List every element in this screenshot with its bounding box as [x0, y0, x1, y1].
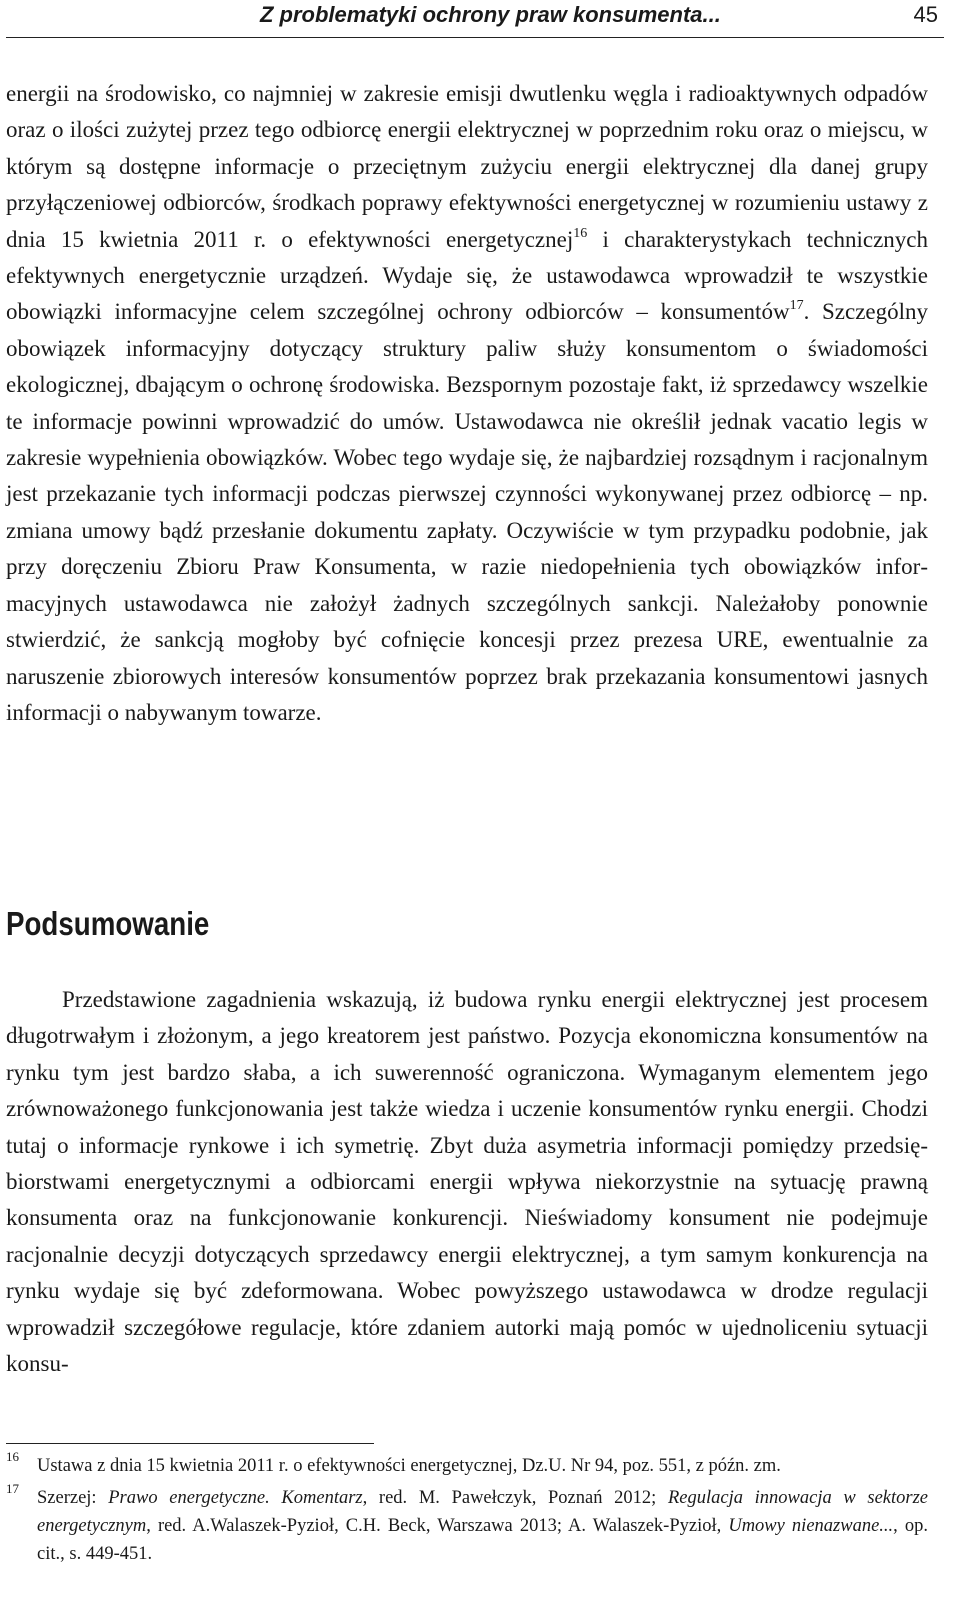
footnote-text-part: Szerzej:: [37, 1488, 109, 1508]
cited-title: Prawo energetyczne. Komentarz: [108, 1488, 363, 1508]
footnote-text-part: , red. A.Walaszek-Pyzioł, C.H. Beck, Warszawa 2013; A. Walaszek-Pyzioł,: [146, 1516, 729, 1536]
footnote-separator: [6, 1443, 374, 1444]
footnote: [6, 1481, 929, 1568]
footnote-text: [37, 1484, 928, 1568]
footnote-reference[interactable]: 17: [789, 298, 804, 314]
cited-title: Umowy nienazwane...: [728, 1516, 894, 1536]
footnote-reference[interactable]: 16: [573, 225, 588, 241]
footnote-text-part: , red. M. Pawełczyk, Poznań 2012;: [362, 1488, 668, 1508]
running-header: [6, 0, 944, 38]
paragraph-text: . Szczególny obowiązek informacyjny dotyczący struktury paliw służy konsumentom o świadomości ekologicznej, dbającym o ochronę środowiska. Bezspornym pozostaje fakt, iż sprzedawcy wszelkie te informacje powinni wprowadzić do umów. Ustawodawca nie określił jednak vacatio legis w zakresie wypełnienia obowiązków. Wobec tego wydaje się, że najbardziej rozsądnym i racjonalnym jest przekazanie tych informacji podczas pierwszej czynności wykonywanej przez odbiorcę – np. zmiana umowy bądź przesłanie dokumentu zapłaty. Oczywiście w tym przypadku podobnie, jak przy doręczeniu Zbioru Praw Konsumenta, w razie niedopełnienia tych obowiązków informacyjnych ustawodawca nie założył żadnych szczególnych sankcji. Należałoby ponownie stwierdzić, że sankcją mogłoby być cofnięcie koncesji przez prezesa URE, ewentualnie za naruszenie zbiorowych interesów konsumentów poprzez brak przekazania konsumentowi jasnych informacji o nabywanym towarze.: [6, 299, 928, 725]
footnote-text-part: Ustawa z dnia 15 kwietnia 2011 r. o efektywności energetycznej, Dz.U. Nr 94, poz. 551, z późn. zm.: [37, 1456, 781, 1476]
footnote-text: [37, 1452, 928, 1480]
footnote-number: 16: [6, 1449, 19, 1464]
section-heading: Podsumowanie: [6, 905, 210, 942]
footnote-text-part: , op. cit., s. 449-451.: [37, 1516, 928, 1564]
body-paragraph: [6, 76, 928, 731]
paragraph-text: energii na środowisko, co najmniej w zakresie emisji dwutlenku węgla i radioaktywnych odpadów oraz o ilości zużytej przez tego odbiorcę energii elektrycznej w poprzednim roku oraz o miejscu, w którym są dostępne informacje o przeciętnym zużyciu energii elektrycznej dla danej grupy przyłączeniowej odbiorców, środkach poprawy efektywności energetycznej w rozumieniu ustawy z dnia 15 kwietnia 2011 r. o efektywności energetycznej: [6, 81, 928, 252]
footnote: [6, 1449, 928, 1480]
body-paragraph: Przedstawione zagadnienia wskazują, iż budowa rynku energii elektrycznej jest procesem długotrwałym i złożonym, a jego kreatorem jest państwo. Pozycja ekonomiczna konsumentów na rynku tym jest bardzo słaba, a ich suwerenność ograniczona. Wymaganym elementem jego zrównoważonego funkcjonowania jest także wiedza i uczenie konsumentów rynku energii. Chodzi tutaj o informacje rynkowe i ich symetrię. Zbyt duża asymetria informacji pomiędzy przedsiębiorstwami energetycznymi a odbiorcami energii wpływa niekorzystnie na sytuację prawną konsumenta oraz na funkcjonowanie konkurencji. Nieświadomy konsument nie podejmuje racjonalnie decyzji dotyczących sprzedawcy energii elektrycznej, a tym samym konkurencja na rynku wydaje się być zdeformowana. Wobec powyższego ustawodawca w drodze regulacji wprowadził szczegółowe regulacje, które zdaniem autorki mają pomóc w ujednoliceniu sytuacji konsu-: [6, 987, 928, 1377]
paragraph-text: i charakterystykach technicznych efektywnych energetycznie urządzeń. Wydaje się, że ustawodawca wprowadził te wszystkie obowiązki informacyjne celem szczególnej ochrony odbiorców – konsumentów: [6, 226, 928, 325]
page-number: 45: [913, 2, 938, 27]
footnote-number: 17: [6, 1481, 19, 1496]
cited-title: Regulacja innowacja w sektorze energetycznym: [37, 1488, 929, 1536]
running-title: Z problematyki ochrony praw konsumenta...: [260, 2, 721, 27]
